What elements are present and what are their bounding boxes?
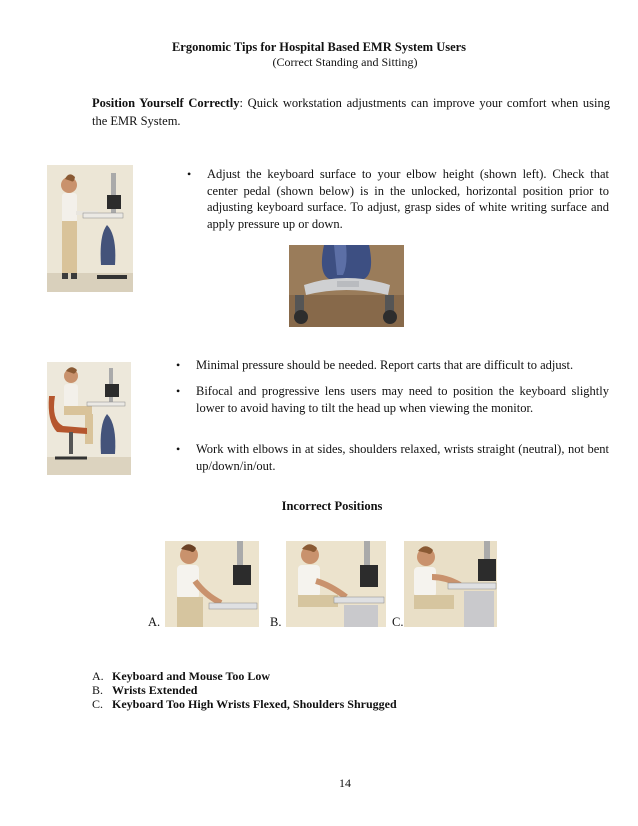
- bullet-3: [176, 383, 609, 416]
- document-title: Ergonomic Tips for Hospital Based EMR System Users: [171, 40, 467, 54]
- label-b: B.: [270, 615, 282, 629]
- intro-paragraph: [92, 95, 610, 130]
- photo-incorrect-c: [404, 541, 497, 627]
- label-a: A.: [148, 615, 161, 629]
- bullet-4-text: Work with elbows in at sides, shoulders relaxed, wrists straight (neutral), not bent up/down/in/out.: [196, 442, 609, 473]
- intro-text: : Quick workstation adjustments can improve your comfort when using the EMR System.: [92, 96, 610, 128]
- legend-item-c: [92, 697, 397, 711]
- incorrect-positions-heading: Incorrect Positions: [281, 499, 383, 513]
- legend-text: Keyboard and Mouse Too Low: [112, 669, 271, 683]
- legend-item-a: [92, 669, 270, 683]
- legend-letter: A.: [92, 669, 104, 683]
- page-number: 14: [339, 776, 351, 790]
- bullet-2: [176, 357, 609, 374]
- bullet-dot-icon: •: [176, 442, 181, 456]
- label-c: C.: [392, 615, 404, 629]
- legend-text: Wrists Extended: [112, 683, 198, 697]
- document-subtitle: (Correct Standing and Sitting): [272, 55, 418, 69]
- bullet-2-text: Minimal pressure should be needed. Report carts that are difficult to adjust.: [196, 358, 574, 372]
- photo-standing-workstation: [47, 165, 133, 292]
- photo-sitting-workstation: [47, 362, 131, 475]
- legend-item-b: [92, 683, 197, 697]
- intro-heading: Position Yourself Correctly: [92, 96, 240, 110]
- bullet-dot-icon: •: [176, 384, 181, 398]
- bullet-4: [176, 441, 609, 474]
- legend-letter: C.: [92, 697, 104, 711]
- legend-text: Keyboard Too High Wrists Flexed, Shoulders Shrugged: [112, 697, 397, 711]
- bullet-3-text: Bifocal and progressive lens users may need to position the keyboard slightly lower to avoid having to tilt the head up when viewing the monitor.: [196, 384, 609, 415]
- photo-center-pedal: [289, 245, 404, 327]
- bullet-dot-icon: •: [187, 167, 192, 181]
- photo-incorrect-a: [165, 541, 259, 627]
- legend-letter: B.: [92, 683, 104, 697]
- bullet-1-text: Adjust the keyboard surface to your elbow height (shown left). Check that center pedal (shown below) is in the unlocked, horizontal position prior to adjusting keyboard surface. To adjust, grasp sides of white writing surface and apply pressure up or down.: [207, 167, 609, 231]
- photo-incorrect-b: [286, 541, 386, 627]
- bullet-1: [187, 166, 609, 232]
- bullet-dot-icon: •: [176, 358, 181, 372]
